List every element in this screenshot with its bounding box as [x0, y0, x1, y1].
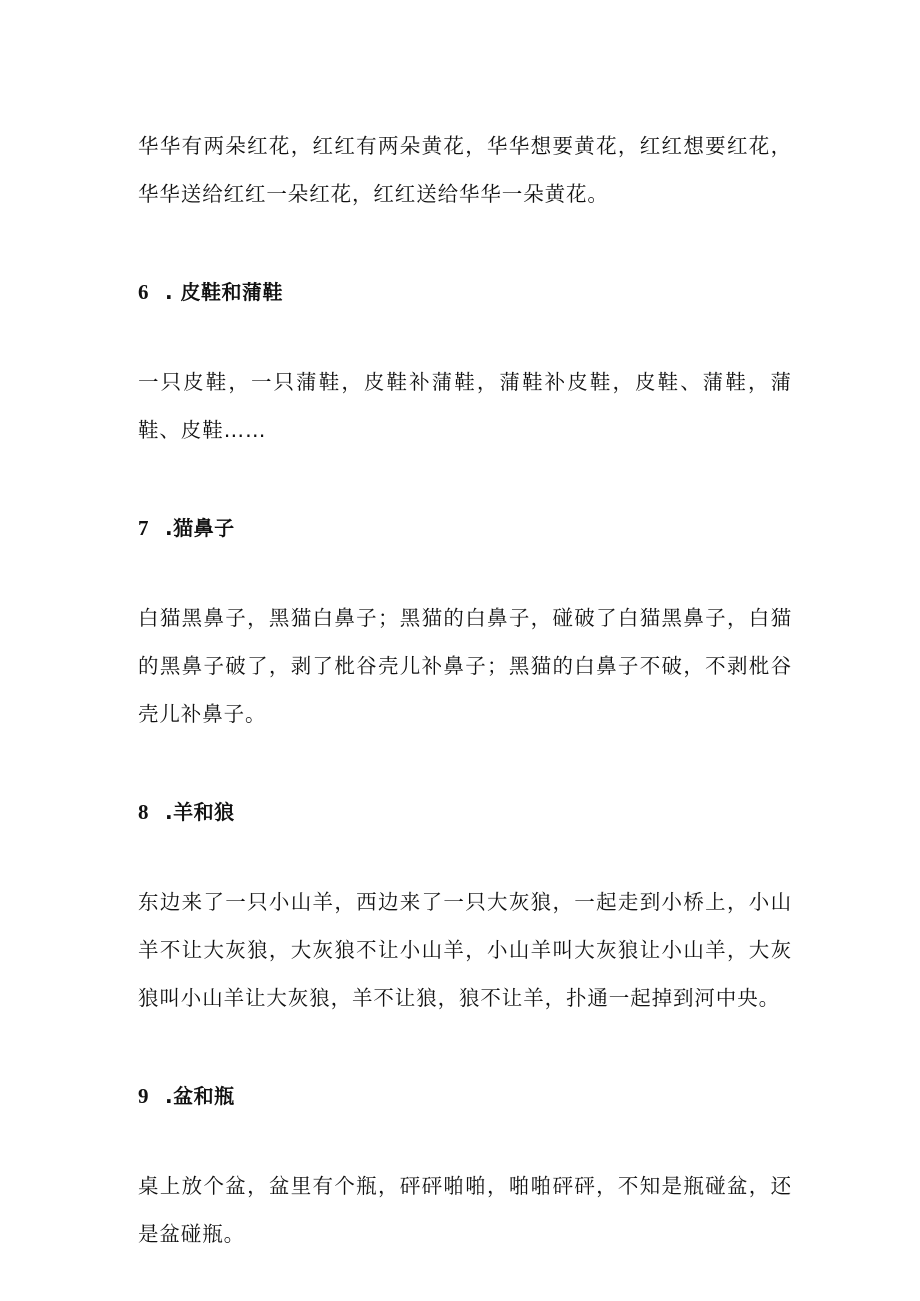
spacer	[138, 836, 792, 878]
section-title: .羊和狼	[165, 800, 235, 824]
spacer	[138, 552, 792, 594]
spacer	[138, 454, 792, 504]
section-heading-7	[138, 504, 792, 552]
spacer	[138, 1022, 792, 1072]
section-number: 9	[138, 1084, 149, 1108]
section-number: 8	[138, 800, 149, 824]
section-title: . 皮鞋和蒲鞋	[165, 280, 284, 304]
paragraph-cat-nose: 白猫黑鼻子，黑猫白鼻子；黑猫的白鼻子，碰破了白猫黑鼻子，白猫的黑鼻子破了，剥了枇谷壳儿补鼻子；黑猫的白鼻子不破，不剥枇谷壳儿补鼻子。	[138, 606, 792, 726]
paragraph-basin-and-bottle: 桌上放个盆，盆里有个瓶，砰砰啪啪，啪啪砰砰，不知是瓶碰盆，还是盆碰瓶。	[138, 1174, 792, 1246]
section-number: 7	[138, 516, 149, 540]
section-title: .猫鼻子	[165, 516, 235, 540]
spacer	[138, 316, 792, 358]
spacer	[138, 218, 792, 268]
section-heading-6	[138, 268, 792, 316]
paragraph-leather-shoes: 一只皮鞋，一只蒲鞋，皮鞋补蒲鞋，蒲鞋补皮鞋，皮鞋、蒲鞋，蒲鞋、皮鞋……	[138, 370, 792, 442]
section-title: .盆和瓶	[165, 1084, 235, 1108]
section-heading-9	[138, 1072, 792, 1120]
spacer	[138, 738, 792, 788]
section-number: 6	[138, 280, 149, 304]
section-heading-8	[138, 788, 792, 836]
document-content	[138, 122, 792, 1258]
spacer	[138, 1120, 792, 1162]
paragraph-hua-hua-flowers: 华华有两朵红花，红红有两朵黄花，华华想要黄花，红红想要红花，华华送给红红一朵红花，红红送给华华一朵黄花。	[138, 134, 792, 206]
paragraph-sheep-and-wolf: 东边来了一只小山羊，西边来了一只大灰狼，一起走到小桥上，小山羊不让大灰狼，大灰狼不让小山羊，小山羊叫大灰狼让小山羊，大灰狼叫小山羊让大灰狼，羊不让狼，狼不让羊，扑通一起掉到河中央。	[138, 890, 792, 1010]
